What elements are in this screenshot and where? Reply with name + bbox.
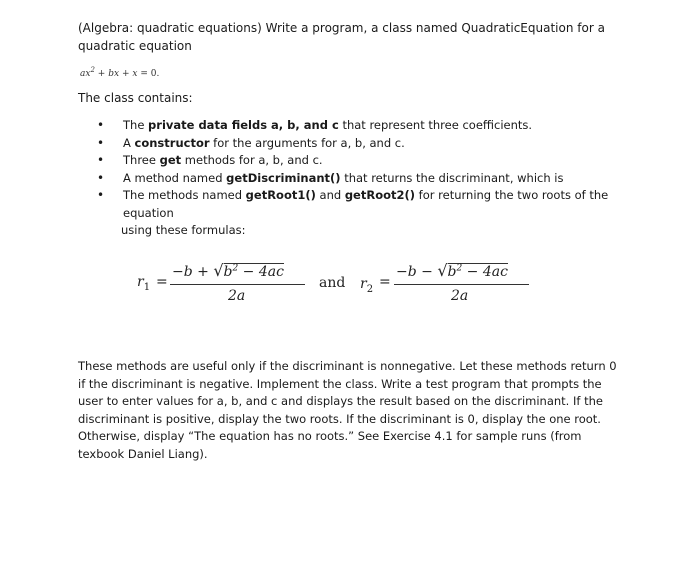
r1-numerator: $-b + √b^2 - 4ac$ bbox=[172, 261, 284, 280]
bullet-icon: • bbox=[97, 153, 105, 167]
eq-b-term: bx bbox=[108, 69, 120, 79]
list-item bbox=[90, 170, 630, 188]
r2-denominator: 2a bbox=[451, 288, 469, 304]
eq-zero: 0. bbox=[150, 69, 160, 79]
eq-plus-2: + bbox=[121, 69, 130, 79]
b1-bold: private data fields a, b, and c bbox=[148, 118, 339, 132]
r1-equals: = bbox=[156, 274, 168, 290]
b2-post: for the arguments for a, b, and c. bbox=[209, 135, 405, 150]
list-item bbox=[90, 117, 630, 135]
list-item bbox=[90, 187, 630, 240]
b3-bold: get bbox=[159, 153, 182, 167]
b5-bold-1: getRoot1() bbox=[245, 188, 316, 202]
r1-fraction-bar bbox=[170, 284, 305, 285]
eq-plus-1: + bbox=[97, 69, 106, 79]
b5-bold-2: getRoot2() bbox=[344, 188, 416, 202]
eq-equals: = bbox=[140, 69, 148, 79]
b5-mid: and bbox=[315, 188, 345, 202]
quadratic-equation bbox=[80, 66, 159, 79]
b4-post: that returns the discriminant, which is bbox=[340, 170, 564, 185]
b4-pre: A method named bbox=[123, 170, 227, 185]
r2-numerator: $-b - √b^2 - 4ac$ bbox=[396, 261, 508, 280]
eq-a-term: ax bbox=[80, 69, 91, 79]
and-word: and bbox=[319, 275, 346, 291]
r1-symbol: $r_1$ bbox=[137, 274, 151, 293]
r2-fraction-bar bbox=[394, 284, 529, 285]
b2-pre: A bbox=[123, 135, 135, 150]
b3-pre: Three bbox=[123, 153, 160, 167]
eq-x-term: x bbox=[132, 69, 138, 79]
r2-symbol: $r_2$ bbox=[360, 276, 374, 295]
intro-text: (Algebra: quadratic equations) Write a program, a class named QuadraticEquation for a quadratic equation bbox=[78, 21, 605, 53]
list-item bbox=[90, 135, 630, 153]
bullet-icon: • bbox=[97, 170, 105, 185]
instructions-paragraph: These methods are useful only if the discriminant is nonnegative. Let these methods return 0 if the discriminant is negative. Implement the class. Write a test program that prompts the user to enter values for a, b, and c and displays the result based on the discriminant. If the discriminant is positive, display the two roots. If the discriminant is 0, display the one root. Otherwise, display “The equation has no roots.” See Exercise 4.1 for sample runs (from texbook Daniel Liang). bbox=[78, 359, 617, 461]
r2-equals: = bbox=[379, 274, 391, 290]
bullet-icon: • bbox=[97, 135, 105, 150]
b5-pre: The methods named bbox=[123, 188, 246, 202]
b1-pre: The bbox=[123, 118, 149, 132]
bullet-icon: • bbox=[97, 188, 105, 202]
b5-continuation: using these formulas: bbox=[121, 223, 246, 237]
b3-post: methods for a, b, and c. bbox=[181, 153, 323, 167]
bullet-icon: • bbox=[97, 118, 105, 132]
b5-post: for returning the two roots of the equation bbox=[123, 188, 609, 220]
r1-denominator: 2a bbox=[228, 288, 246, 304]
eq-a-exponent: 2 bbox=[90, 66, 95, 74]
root-formulas bbox=[0, 250, 700, 310]
class-contains-label: The class contains: bbox=[78, 91, 193, 105]
b4-bold: getDiscriminant() bbox=[226, 170, 341, 185]
b1-post: that represent three coefficients. bbox=[338, 118, 533, 132]
bullet-list bbox=[90, 117, 630, 240]
b2-bold: constructor bbox=[134, 135, 210, 150]
list-item bbox=[90, 152, 630, 170]
